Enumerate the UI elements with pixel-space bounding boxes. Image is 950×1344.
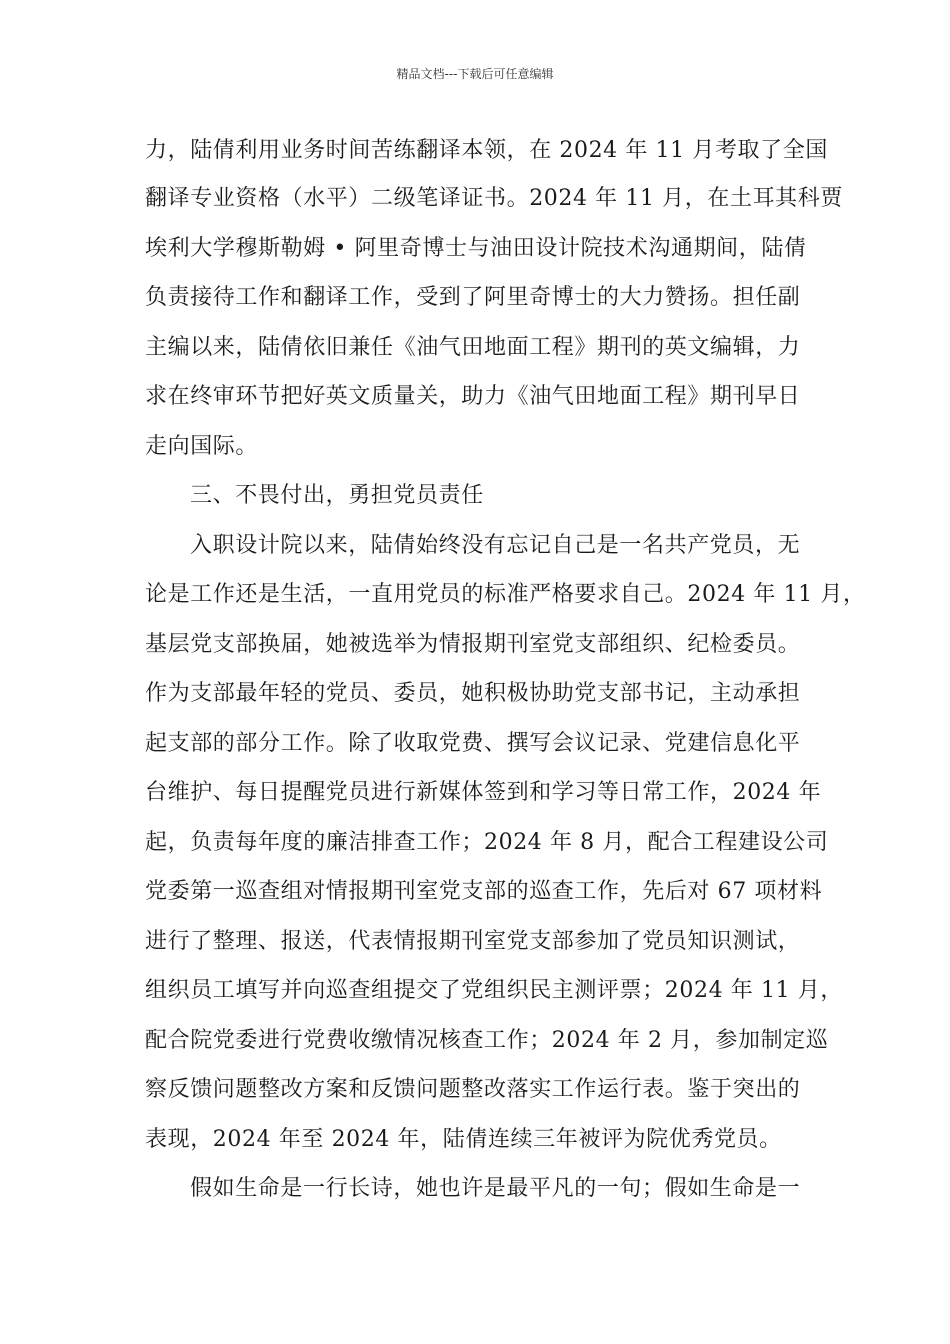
paragraph-line: 假如生命是一行长诗，她也许是最平凡的一句；假如生命是一 [190,1176,801,1201]
paragraph-line: 作为支部最年轻的党员、委员，她积极协助党支部书记，主动承担 [145,681,801,706]
paragraph-line: 论是工作还是生活，一直用党员的标准严格要求自己。2024 年 11 月， [145,582,866,607]
paragraph-line: 基层党支部换届，她被选举为情报期刊室党支部组织、纪检委员。 [145,632,801,657]
paragraph-line: 求在终审环节把好英文质量关，助力《油气田地面工程》期刊早日 [145,384,801,409]
paragraph-line: 党委第一巡查组对情报期刊室党支部的巡查工作，先后对 67 项材料 [145,879,823,904]
paragraph-line: 负责接待工作和翻译工作，受到了阿里奇博士的大力赞扬。担任副 [145,285,801,310]
paragraph-line: 走向国际。 [145,434,259,459]
section-heading: 三、不畏付出，勇担党员责任 [190,483,484,508]
paragraph-line: 表现，2024 年至 2024 年，陆倩连续三年被评为院优秀党员。 [145,1127,782,1152]
paragraph-line: 组织员工填写并向巡查组提交了党组织民主测评票；2024 年 11 月， [145,978,843,1003]
paragraph-line: 配合院党委进行党费收缴情况核查工作；2024 年 2 月，参加制定巡 [145,1028,829,1053]
paragraph-line: 进行了整理、报送，代表情报期刊室党支部参加了党员知识测试， [145,929,801,954]
paragraph-line: 翻译专业资格（水平）二级笔译证书。2024 年 11 月，在土耳其科贾 [145,186,843,211]
paragraph-line: 力，陆倩利用业务时间苦练翻译本领，在 2024 年 11 月考取了全国 [145,138,828,163]
paragraph-line: 主编以来，陆倩依旧兼任《油气田地面工程》期刊的英文编辑，力 [145,335,801,360]
paragraph-line: 起，负责每年度的廉洁排查工作；2024 年 8 月，配合工程建设公司 [145,830,829,855]
paragraph-line: 起支部的部分工作。除了收取党费、撰写会议记录、党建信息化平 [145,731,801,756]
paragraph-line: 察反馈问题整改方案和反馈问题整改落实工作运行表。鉴于突出的 [145,1077,801,1102]
paragraph-line: 埃利大学穆斯勒姆 • 阿里奇博士与油田设计院技术沟通期间，陆倩 [145,236,807,261]
paragraph-line: 台维护、每日提醒党员进行新媒体签到和学习等日常工作，2024 年 [145,780,822,805]
paragraph-line: 入职设计院以来，陆倩始终没有忘记自己是一名共产党员，无 [190,533,801,558]
page-header: 精品文档---下载后可任意编辑 [396,67,554,81]
